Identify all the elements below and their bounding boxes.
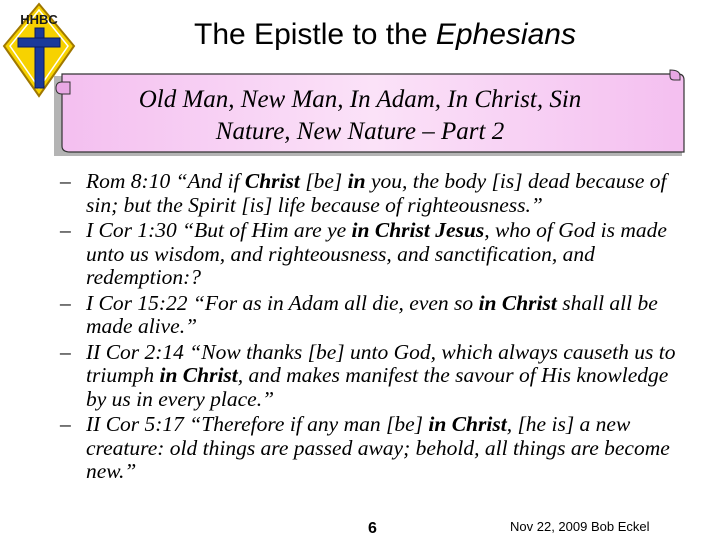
bullet-dash: – (60, 339, 71, 364)
verse-item (60, 413, 690, 484)
bullet-dash: – (60, 412, 71, 436)
bullet-dash: – (60, 218, 71, 242)
verse-text: , and makes manifest the savour of His knowledge by us in every place.” (86, 363, 669, 411)
verse-text: I Cor 15:22 “For as in Adam all die, even so (86, 290, 479, 315)
emphasis-text: Christ (244, 169, 300, 193)
banner-line-1: Old Man, New Man, In Adam, In Christ, Sin (138, 86, 582, 113)
title-main: The Epistle to the (194, 18, 436, 51)
bullet-dash: – (60, 290, 71, 315)
verse-text: [be] (299, 169, 348, 193)
page-number: 6 (368, 520, 377, 537)
banner-text (80, 84, 640, 148)
emphasis-text: in Christ Jesus (351, 218, 485, 242)
verse-text: Rom 8:10 “And if (86, 169, 245, 193)
title-emphasis: Ephesians (435, 18, 576, 51)
verse-item (60, 219, 690, 290)
emphasis-text: in Christ (478, 290, 557, 315)
verse-item (60, 170, 690, 217)
verse-text: , [he is] a new creature: old things are passed away; behold, all things are become new.” (86, 412, 670, 483)
page-title (90, 18, 680, 52)
verse-text: II Cor 5:17 “Therefore if any man [be] (86, 412, 429, 436)
verse-text: II Cor 2:14 “Now thanks [be] unto God, which always causeth us to triumph (86, 339, 676, 387)
verse-text: , who of God is made unto us wisdom, and righteousness, and sanctification, and redemption:? (86, 218, 667, 289)
bullet-dash: – (60, 169, 71, 193)
footer-date: Nov 22, 2009 Bob Eckel (510, 519, 650, 534)
emphasis-text: in Christ (159, 363, 238, 387)
verse-text: shall all be made alive.” (86, 290, 658, 338)
verse-item (60, 292, 690, 339)
verse-item (60, 341, 690, 412)
emphasis-text: in (347, 169, 366, 193)
emphasis-text: in Christ (428, 412, 507, 436)
verse-list (60, 170, 690, 486)
verse-text: I Cor 1:30 “But of Him are ye (86, 218, 352, 242)
verse-text: you, the body [is] dead because of sin; but the Spirit [is] life because of righteousness.” (86, 169, 667, 217)
banner-line-2: Nature, New Nature – Part 2 (215, 118, 505, 145)
logo-text: HHBC (20, 12, 58, 27)
